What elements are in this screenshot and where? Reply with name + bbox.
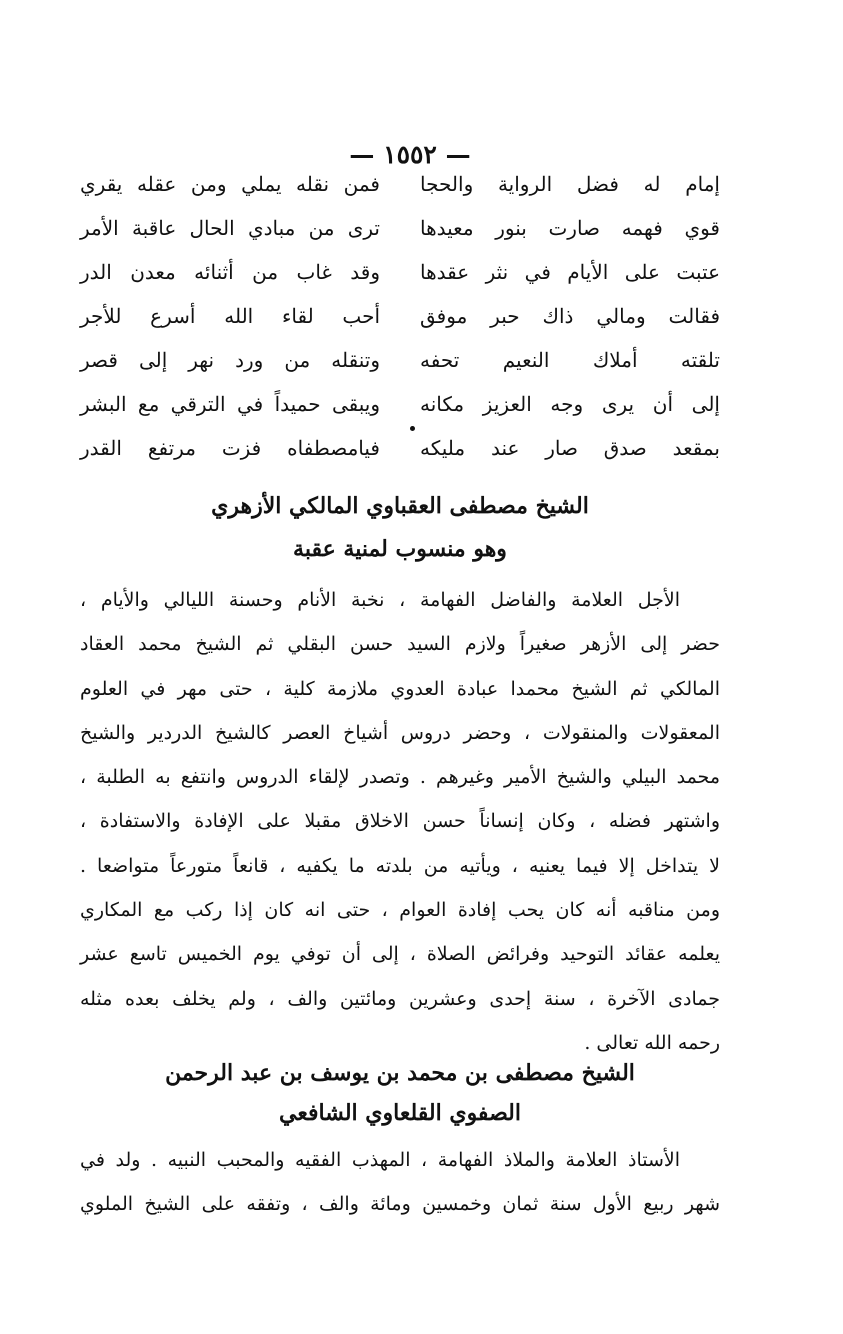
- verse-second-hemistich: فيامصطفاه فزت مرتفع القدر: [80, 436, 380, 460]
- poem: [80, 172, 720, 480]
- verse-second-hemistich: وتنقله من ورد نهر إلى قصر: [80, 348, 380, 372]
- text-line: رحمه الله تعالى .: [584, 1031, 720, 1054]
- verse-row: [80, 436, 720, 480]
- text-line: الأستاذ العلامة والملاذ الفهامة ، المهذب الفقيه والمحبب النبيه . ولد في: [80, 1149, 680, 1171]
- section-body: [80, 1138, 720, 1227]
- verse-dot-mark: [410, 426, 415, 431]
- verse-first-hemistich: فقالت ومالي ذاك حبر موفق: [420, 304, 720, 328]
- verse-second-hemistich: وقد غاب من أثنائه معدن الدر: [80, 260, 380, 284]
- text-line: الأجل العلامة والفاضل الفهامة ، نخبة الأنام وحسنة الليالي والأيام ،: [80, 589, 680, 611]
- verse-row: [80, 216, 720, 260]
- verse-row: [80, 260, 720, 304]
- text-line: المعقولات والمنقولات ، وحضر دروس أشياخ العصر كالشيخ الدردير والشيخ: [80, 721, 720, 744]
- text-line: لا يتداخل إلا فيما يعنيه ، ويأتيه من بلدته ما يكفيه ، قانعاً متورعاً متواضعا .: [80, 854, 720, 877]
- page-number: — ١٥٥٢ —: [349, 140, 471, 169]
- verse-row: [80, 348, 720, 392]
- verse-first-hemistich: إلى أن يرى وجه العزيز مكانه: [420, 392, 720, 416]
- verse-row: [80, 392, 720, 436]
- text-line: شهر ربيع الأول سنة ثمان وخمسين ومائة والف ، وتفقه على الشيخ الملوي: [80, 1193, 720, 1216]
- verse-second-hemistich: ترى من مبادي الحال عاقبة الأمر: [80, 216, 380, 240]
- section-heading: الشيخ مصطفى بن محمد بن يوسف بن عبد الرحمن: [165, 1060, 635, 1086]
- verse-row: [80, 304, 720, 348]
- section-subheading: وهو منسوب لمنية عقبة: [293, 536, 507, 562]
- verse-first-hemistich: بمقعد صدق صار عند مليكه: [420, 436, 720, 460]
- section-subheading: الصفوي القلعاوي الشافعي: [279, 1100, 521, 1126]
- verse-second-hemistich: ويبقى حميداً في الترقي مع البشر: [80, 392, 380, 416]
- text-line: جمادى الآخرة ، سنة إحدى وعشرين ومائتين والف ، ولم يخلف بعده مثله: [80, 987, 720, 1010]
- verse-first-hemistich: قوي فهمه صارت بنور معيدها: [420, 216, 720, 240]
- text-line: ومن مناقبه أنه كان يحب إفادة العوام ، حتى انه كان إذا ركب مع المكاري: [80, 899, 720, 922]
- verse-second-hemistich: فمن نقله يملي ومن عقله يقري: [80, 172, 380, 196]
- text-line: حضر إلى الأزهر صغيراً ولازم السيد حسن البقلي ثم الشيخ محمد العقاد: [80, 633, 720, 656]
- verse-first-hemistich: إمام له فضل الرواية والحجا: [420, 172, 720, 196]
- text-line: واشتهر فضله ، وكان إنساناً حسن الاخلاق مقبلا على الإفادة والاستفادة ،: [80, 810, 720, 833]
- section-body: [80, 578, 720, 1065]
- text-line: المالكي ثم الشيخ محمدا عبادة العدوي ملازمة كلية ، حتى مهر في العلوم: [80, 677, 720, 700]
- text-line: يعلمه عقائد التوحيد وفرائض الصلاة ، إلى أن توفي يوم الخميس تاسع عشر: [80, 943, 720, 966]
- section-heading: الشيخ مصطفى العقباوي المالكي الأزهري: [211, 493, 589, 519]
- verse-second-hemistich: أحب لقاء الله أسرع للأجر: [80, 304, 380, 328]
- verse-first-hemistich: تلقته أملاك النعيم تحفه: [420, 348, 720, 372]
- verse-first-hemistich: عتبت على الأيام في نثر عقدها: [420, 260, 720, 284]
- verse-row: [80, 172, 720, 216]
- text-line: محمد البيلي والشيخ الأمير وغيرهم . وتصدر لإلقاء الدروس وانتفع به الطلبة ،: [80, 766, 720, 789]
